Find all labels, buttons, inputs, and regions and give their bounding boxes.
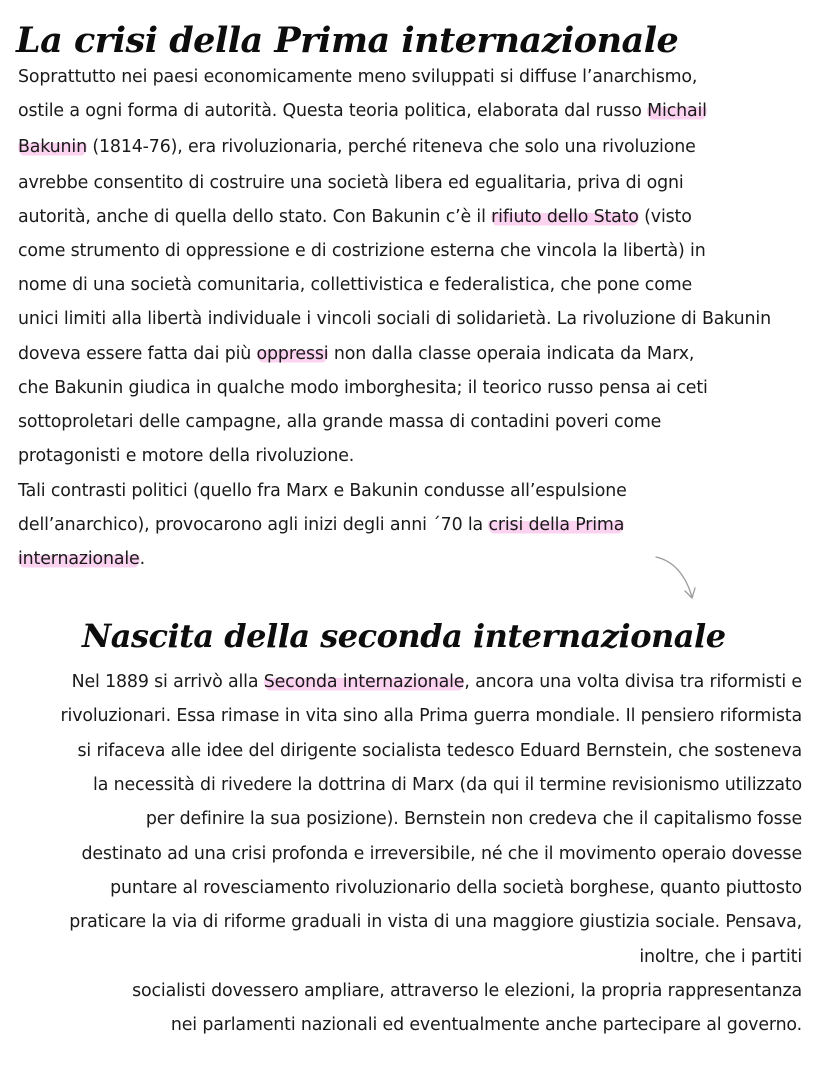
text-span: destinato ad una crisi profonda e irreversibile, né che il movimento operaio dovesse bbox=[81, 844, 802, 864]
text-span: Tali contrasti politici (quello fra Marx e Bakunin condusse all’espulsione bbox=[18, 481, 627, 501]
text-line bbox=[72, 668, 802, 696]
text-line bbox=[61, 702, 802, 730]
text-span: socialisti dovessero ampliare, attraverso le elezioni, la propria rappresentanza bbox=[132, 981, 802, 1001]
text-line bbox=[18, 545, 145, 573]
text-line bbox=[132, 977, 802, 1005]
text-span: inoltre, che i partiti bbox=[639, 947, 802, 967]
text-span: doveva essere fatta dai più bbox=[18, 344, 257, 364]
text-line bbox=[18, 133, 696, 161]
section-title-prima-internazionale: La crisi della Prima internazionale bbox=[16, 20, 679, 61]
highlight-rifiuto-dello-stato: rifiuto dello Stato bbox=[491, 207, 639, 227]
text-line bbox=[18, 408, 661, 436]
text-line bbox=[18, 237, 706, 265]
text-line bbox=[18, 169, 684, 197]
text-line bbox=[639, 943, 802, 971]
highlight-crisi-della-prima: crisi della Prima bbox=[488, 515, 625, 535]
text-line bbox=[18, 271, 692, 299]
text-line bbox=[18, 477, 627, 505]
highlight-michail: Michail bbox=[647, 101, 707, 121]
text-line bbox=[18, 340, 694, 368]
text-span: si rifaceva alle idee del dirigente socialista tedesco Eduard Bernstein, che sosteneva bbox=[77, 741, 802, 761]
text-line bbox=[18, 305, 771, 333]
text-span: Soprattutto nei paesi economicamente meno sviluppati si diffuse l’anarchismo, bbox=[18, 67, 698, 87]
text-line bbox=[110, 874, 802, 902]
text-span: protagonisti e motore della rivoluzione. bbox=[18, 446, 355, 466]
text-span: ostile a ogni forma di autorità. Questa teoria politica, elaborata dal russo bbox=[18, 101, 648, 121]
text-span: nei parlamenti nazionali ed eventualmente anche partecipare al governo. bbox=[170, 1015, 802, 1035]
text-line bbox=[18, 442, 354, 470]
text-line bbox=[69, 908, 802, 936]
text-span: avrebbe consentito di costruire una società libera ed egualitaria, priva di ogni bbox=[18, 173, 684, 193]
text-line bbox=[18, 203, 692, 231]
text-span: nome di una società comunitaria, collettivistica e federalistica, che pone come bbox=[18, 275, 693, 295]
highlight-bakunin: Bakunin bbox=[18, 137, 87, 157]
text-span: che Bakunin giudica in qualche modo imborghesita; il teorico russo pensa ai ceti bbox=[18, 378, 708, 398]
text-span: praticare la via di riforme graduali in vista di una maggiore giustizia sociale. Pensava, bbox=[69, 912, 802, 932]
text-span: rivoluzionari. Essa rimase in vita sino alla Prima guerra mondiale. Il pensiero riformista bbox=[60, 706, 802, 726]
text-span: per definire la sua posizione). Bernstein non credeva che il capitalismo fosse bbox=[145, 809, 802, 829]
text-span: (1814-76), era rivoluzionaria, perché riteneva che solo una rivoluzione bbox=[86, 137, 696, 157]
text-span: come strumento di oppressione e di costrizione esterna che vincola la libertà) in bbox=[18, 241, 706, 261]
text-line bbox=[18, 63, 697, 91]
text-span: , ancora una volta divisa tra riformisti e bbox=[464, 672, 802, 692]
text-span: . bbox=[139, 549, 145, 569]
text-span: la necessità di rivedere la dottrina di Marx (da qui il termine revisionismo utilizzato bbox=[93, 775, 802, 795]
text-line bbox=[18, 374, 708, 402]
text-span: Nel 1889 si arrivò alla bbox=[71, 672, 264, 692]
text-line bbox=[93, 771, 802, 799]
text-span: dell’anarchico), provocarono agli inizi degli anni ´70 la bbox=[18, 515, 489, 535]
text-line bbox=[18, 511, 624, 539]
text-line bbox=[77, 737, 802, 765]
text-span: (visto bbox=[638, 207, 692, 227]
text-line bbox=[171, 1011, 802, 1039]
highlight-seconda-internazionale: Seconda internazionale bbox=[263, 672, 465, 692]
highlight-internazionale: internazionale bbox=[18, 549, 140, 569]
section-title-seconda-internazionale: Nascita della seconda internazionale bbox=[82, 617, 726, 655]
text-span: non dalla classe operaia indicata da Marx, bbox=[328, 344, 695, 364]
text-span: sottoproletari delle campagne, alla grande massa di contadini poveri come bbox=[18, 412, 662, 432]
text-line bbox=[81, 840, 802, 868]
text-span: unici limiti alla libertà individuale i vincoli sociali di solidarietà. La rivoluzione di Bakunin bbox=[18, 309, 771, 329]
text-line bbox=[18, 97, 707, 125]
text-span: puntare al rovesciamento rivoluzionario della società borghese, quanto piuttosto bbox=[110, 878, 802, 898]
curved-arrow-icon bbox=[652, 553, 702, 605]
highlight-oppressi: oppressi bbox=[256, 344, 329, 364]
text-line bbox=[146, 805, 802, 833]
text-span: autorità, anche di quella dello stato. Con Bakunin c’è il bbox=[18, 207, 492, 227]
